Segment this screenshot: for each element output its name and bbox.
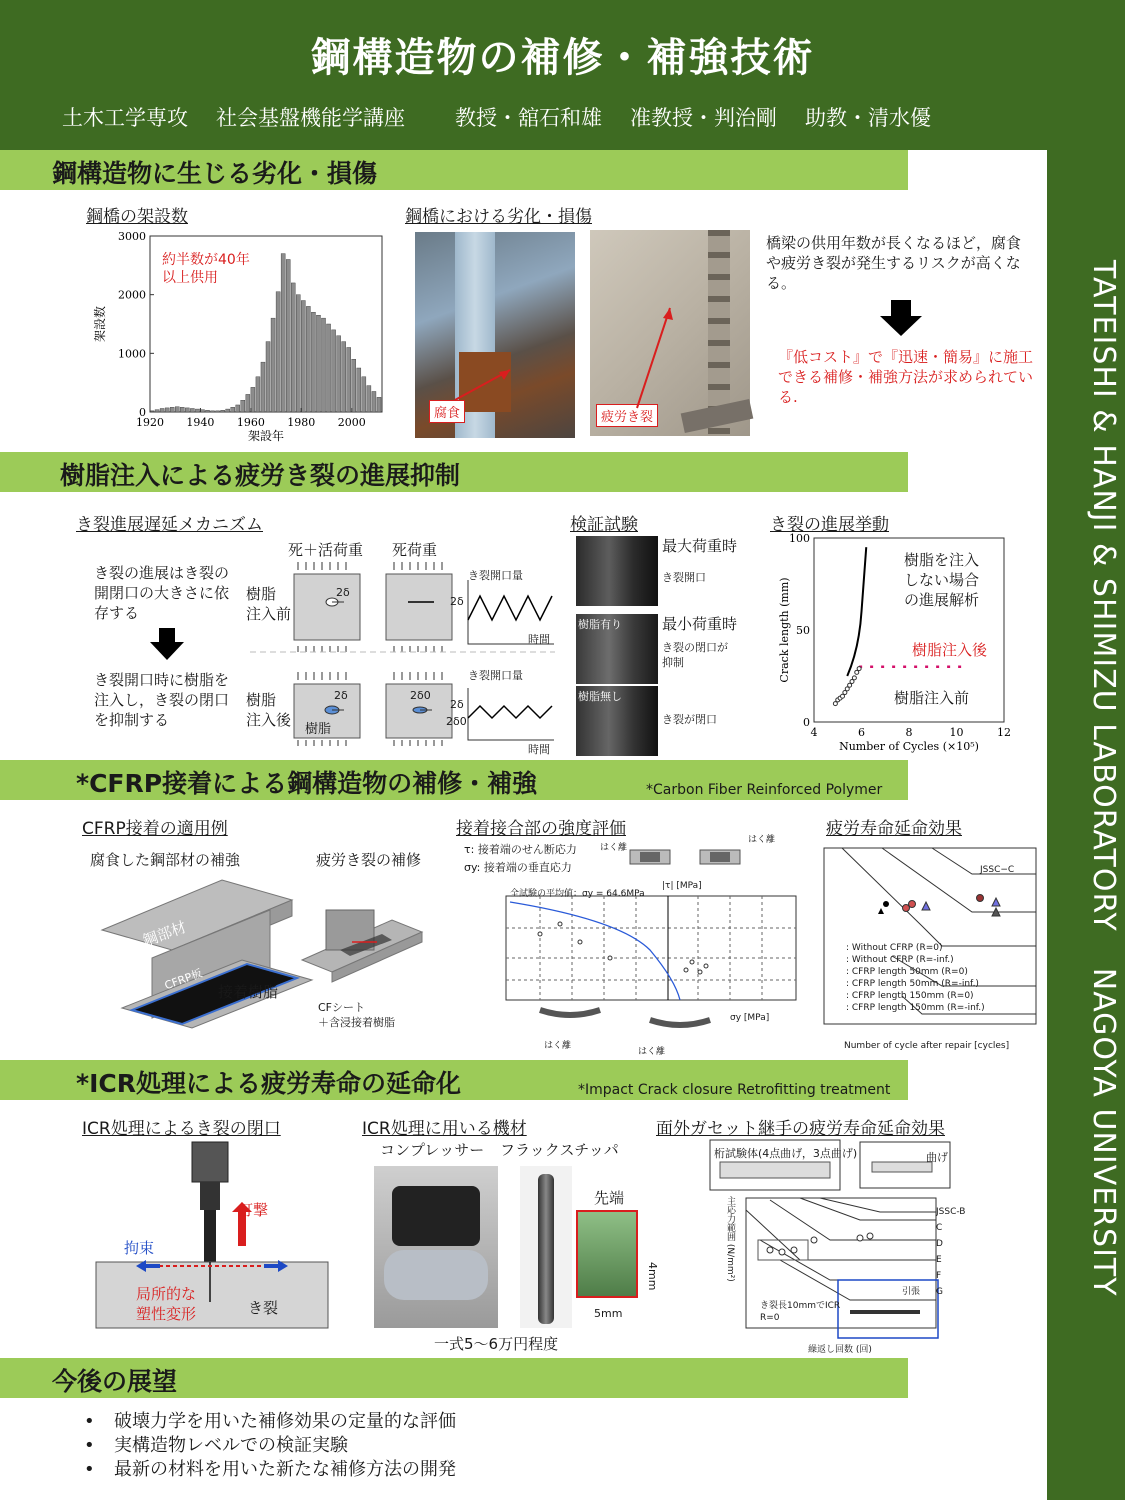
test-photo-noresin [576, 686, 658, 756]
section-title: *CFRP接着による鋼構造物の補修・補強 [76, 769, 538, 798]
y-tick-label: 3000 [118, 230, 146, 243]
x-tick-label: 1920 [136, 416, 164, 429]
icr-footnote: *Impact Crack closure Retrofitting treatment [578, 1082, 891, 1098]
x-tick-label: 1980 [287, 416, 316, 429]
section-title: 今後の展望 [52, 1367, 178, 1396]
tip-label: 先端 [594, 1189, 625, 1207]
beam-label: 桁試験体(4点曲げ，3点曲げ) [714, 1147, 858, 1160]
x-tick-label: 4 [810, 726, 818, 739]
time-label: 時間 [528, 743, 550, 756]
gusset-ylabel: 主応力範囲 (N/mm²) [725, 1196, 735, 1282]
opening-label: き裂開口量 [468, 569, 523, 582]
x-tick-label: 1960 [236, 416, 265, 429]
cost-label: 一式5～6万円程度 [434, 1335, 559, 1353]
gusset-xlabel: 繰返し回数 (回) [808, 1345, 872, 1355]
list-item: • 破壊力学を用いた補修効果の定量的な評価 [84, 1410, 456, 1434]
peel-label: はく離 [544, 1041, 572, 1051]
histogram-bar [316, 315, 320, 412]
strength-eval-title: 接着接合部の強度評価 [456, 819, 626, 839]
outlook-list [84, 1410, 456, 1482]
histogram-bar [301, 301, 305, 412]
histogram-bar [155, 410, 159, 412]
histogram-bar [347, 347, 351, 412]
section-deterioration-bar [0, 150, 908, 190]
after-label: 樹脂 注入後 [246, 691, 292, 729]
no-resin-annotation: 樹脂を注入 しない場合 の進展解析 [904, 551, 980, 609]
section-cfrp-bar [0, 760, 908, 800]
crack-label: 疲労き裂 [596, 404, 658, 427]
class-label: JSSC-B [936, 1207, 966, 1217]
crack-suppressed-label: き裂の閉口が 抑制 [662, 641, 728, 669]
steel-member-label: 鋼部材 [140, 917, 189, 951]
requirement-text: 『低コスト』で『迅速・簡易』に施工できる補修・補強方法が求められている. [778, 348, 1034, 406]
chart-annotation: 以上供用 [162, 270, 218, 286]
sigma-axis-label: σy [MPa] [730, 1013, 770, 1023]
icr-equipment-title: ICR処理に用いる機材 [362, 1119, 527, 1139]
histogram-bar [372, 391, 376, 412]
cfrp-application-diagram [92, 880, 452, 1050]
down-arrow-icon [880, 300, 922, 336]
opening-label: き裂開口量 [468, 669, 523, 682]
behavior-title: き裂の進展挙動 [770, 515, 889, 535]
life-legend [846, 942, 985, 1014]
histogram-bar [175, 407, 179, 412]
risk-text: 橋梁の供用年数が長くなるほど，腐食や疲労き裂が発生するリスクが高くなる。 [766, 234, 1022, 292]
header [0, 0, 1125, 150]
histogram-bar [226, 409, 230, 412]
compressor-photo [374, 1166, 498, 1328]
restraint-label: 拘束 [124, 1239, 155, 1257]
life-xlabel: Number of cycle after repair [cycles] [844, 1041, 1010, 1051]
cfrp-plate-label: CFRP板 [162, 966, 205, 993]
mechanism-text-2: き裂開口時に樹脂を注入し，き裂の閉口を抑制する [94, 671, 230, 729]
after-resin-annotation: 樹脂注入後 [912, 641, 988, 659]
compressor-label: コンプレッサー [380, 1141, 485, 1159]
legend-item: : CFRP length 150mm (R=0) [846, 991, 974, 1001]
y-tick-label: 1000 [118, 347, 146, 361]
icr-closing-diagram [96, 1142, 328, 1332]
histogram-bar [291, 283, 295, 412]
x-tick-label: 2000 [337, 416, 366, 429]
university-name: NAGOYA UNIVERSITY [1086, 967, 1121, 1297]
y-tick-label: 0 [803, 716, 810, 729]
gusset-legend-1: き裂長10mmでICR [760, 1301, 841, 1311]
histogram-bar [211, 411, 215, 412]
section-icr-bar [0, 1060, 908, 1100]
resin-no-label: 樹脂無し [578, 690, 622, 703]
class-label: F [936, 1271, 942, 1281]
y-tick-label: 100 [789, 532, 810, 545]
test-photo-resin [576, 614, 658, 684]
histogram-bar [352, 359, 356, 412]
delta-label: 2δ [450, 698, 464, 711]
histogram-bar [221, 410, 225, 412]
tension-label: 引張 [902, 1287, 921, 1297]
down-arrow-icon [150, 628, 184, 660]
histogram-bar [266, 342, 270, 412]
histogram-bar [286, 259, 290, 412]
histogram-bar [306, 306, 310, 412]
test-photo-max [576, 536, 658, 606]
x-tick-label: 12 [997, 726, 1011, 739]
section-resin-bar [0, 452, 908, 492]
tau-definition: τ: 接着端のせん断応力 [464, 843, 577, 856]
adhesive-label: 接着樹脂 [218, 983, 279, 1001]
list-item: • 最新の材料を用いた新たな補修方法の開発 [84, 1458, 456, 1482]
x-tick-label: 6 [858, 726, 865, 739]
class-label: G [936, 1287, 943, 1297]
legend-item: : Without CFRP (R=0) [846, 943, 943, 953]
y-axis-label: Crack length (mm) [778, 577, 791, 683]
gusset-legend-2: R=0 [760, 1313, 780, 1323]
x-axis-label: 架設年 [247, 429, 285, 443]
bridge-count-chart [90, 226, 400, 452]
histogram-bar [337, 336, 341, 412]
cfrp-footnote: *Carbon Fiber Reinforced Polymer [646, 782, 883, 798]
peel-label: はく離 [748, 835, 776, 845]
histogram-bar [160, 408, 164, 412]
legend-item: : CFRP length 150mm (R=-inf.) [846, 1003, 985, 1013]
average-label: 全試験の平均値：σy = 64.6MPa [510, 889, 645, 899]
histogram-bar [296, 295, 300, 412]
data-point [857, 667, 861, 671]
histogram-bar [332, 330, 336, 412]
resin-yes-label: 樹脂有り [578, 618, 622, 631]
histogram-bar [281, 254, 285, 412]
list-item: • 実構造物レベルでの検証実験 [84, 1434, 456, 1458]
tip-height-label: 4mm [646, 1262, 659, 1291]
delta-label: 2δ [336, 586, 350, 599]
pointer-arrows [415, 230, 755, 440]
peel-label: はく離 [600, 843, 628, 853]
legend-item: : CFRP length 50mm (R=0) [846, 967, 968, 977]
histogram-bar [195, 409, 199, 412]
histogram-bar [180, 407, 184, 412]
cf-sheet-label: CFシート ＋含浸接着樹脂 [318, 1001, 395, 1029]
tip-photo [576, 1210, 638, 1298]
delta0-label: 2δ0 [410, 689, 431, 702]
sidebar-text [1086, 260, 1121, 1297]
delta-label: 2δ [334, 689, 348, 702]
gusset-chart [710, 1140, 960, 1350]
histogram-bar [205, 410, 209, 412]
jssc-c-label: JSSC−C [980, 865, 1015, 875]
delta-label: 2δ [450, 595, 464, 608]
histogram-bar [367, 386, 371, 412]
class-label: E [936, 1255, 942, 1265]
sidebar [1047, 150, 1125, 1500]
test-title: 検証試験 [570, 515, 638, 535]
class-label: D [936, 1239, 943, 1249]
crack-open-label: き裂開口 [662, 571, 706, 584]
y-tick-label: 2000 [118, 288, 146, 302]
lab-name: TATEISHI & HANJI & SHIMIZU LABORATORY [1086, 260, 1121, 932]
chart-annotation: 約半数が40年 [162, 252, 250, 268]
mechanism-title: き裂進展遅延メカニズム [76, 515, 263, 535]
sigma-definition: σy: 接着端の垂直応力 [464, 861, 572, 874]
plastic-deformation-label: 局所的な 塑性変形 [136, 1285, 197, 1323]
crack-label: き裂 [248, 1299, 279, 1317]
histogram-bar [342, 342, 346, 412]
class-label: C [936, 1223, 943, 1233]
histogram-bar [185, 408, 189, 412]
section-outlook-bar [0, 1358, 908, 1398]
legend-item: : Without CFRP (R=-inf.) [846, 955, 954, 965]
load-live-label: 死＋活荷重 [288, 541, 364, 559]
chipper-photo [520, 1166, 572, 1328]
professor: 教授・舘石和雄 [455, 106, 602, 130]
histogram-bar [170, 407, 174, 412]
time-label: 時間 [528, 633, 550, 646]
before-label: 樹脂 注入前 [246, 585, 292, 623]
histogram-bar [241, 400, 245, 412]
histogram-bar [276, 292, 280, 412]
min-load-label: 最小荷重時 [662, 615, 738, 633]
tau-axis-label: |τ| [MPa] [662, 881, 702, 891]
y-tick-label: 0 [139, 406, 146, 419]
gusset-title: 面外ガセット継手の疲労寿命延命効果 [656, 1119, 945, 1139]
strike-label: 打撃 [238, 1201, 269, 1219]
x-tick-label: 10 [949, 726, 964, 739]
icr-closing-title: ICR処理によるき裂の閉口 [82, 1119, 281, 1139]
assistant-professor: 助教・清水優 [805, 106, 931, 130]
x-tick-label: 8 [905, 726, 913, 739]
section-title: 樹脂注入による疲労き裂の進展抑制 [60, 461, 461, 490]
section-title: 鋼構造物に生じる劣化・損傷 [52, 159, 378, 188]
corroded-member-label: 腐食した鋼部材の補強 [90, 851, 241, 869]
histogram-bar [261, 362, 265, 412]
histogram-bar [311, 312, 315, 412]
data-point [852, 676, 856, 680]
chipper-label: フラックスチッパ [500, 1141, 619, 1159]
resin-label: 樹脂 [305, 722, 332, 737]
corrosion-label: 腐食 [429, 400, 465, 423]
histogram-bar [271, 318, 275, 412]
histogram-bar [165, 408, 169, 412]
fatigue-repair-label: 疲労き裂の補修 [316, 851, 422, 869]
y-axis-label: 架設数 [93, 305, 107, 343]
histogram-bar [357, 368, 361, 412]
histogram-bar [216, 411, 220, 412]
y-tick-label: 50 [796, 624, 810, 637]
histogram-bar [236, 405, 240, 412]
affiliation [62, 102, 931, 132]
tip-width-label: 5mm [594, 1307, 623, 1320]
poster-title: 鋼構造物の補修・補強技術 [310, 35, 815, 81]
section-title: *ICR処理による疲労寿命の延命化 [76, 1069, 461, 1098]
histogram-bar [327, 324, 331, 412]
crack-closed-label: き裂が閉口 [662, 713, 717, 726]
histogram-bar [377, 397, 381, 412]
damage-photos-title: 鋼橋における劣化・損傷 [405, 207, 592, 227]
max-load-label: 最大荷重時 [662, 537, 738, 555]
cfrp-application-title: CFRP接着の適用例 [82, 819, 228, 839]
histogram-bar [190, 408, 194, 412]
associate-professor: 准教授・判治剛 [630, 106, 777, 130]
bend-label: 曲げ [926, 1151, 948, 1164]
peel-label: はく離 [638, 1047, 666, 1057]
legend-item: : CFRP length 50mm (R=-inf.) [846, 979, 979, 989]
histogram-bar [256, 377, 260, 412]
histogram-bar [321, 318, 325, 412]
life-extension-title: 疲労寿命延命効果 [826, 819, 962, 839]
x-axis-label: Number of Cycles (×10⁵) [839, 740, 979, 753]
x-tick-label: 1940 [186, 416, 215, 429]
histogram-bar [246, 394, 250, 412]
before-resin-annotation: 樹脂注入前 [894, 689, 970, 707]
histogram-bar [251, 387, 255, 412]
department: 土木工学専攻 [62, 106, 188, 130]
bridge-count-title: 鋼橋の架設数 [86, 207, 188, 227]
mechanism-text-1: き裂の進展はき裂の開閉口の大きさに依存する [94, 564, 230, 622]
jssc-classes [936, 1204, 965, 1300]
histogram-bar [362, 377, 366, 412]
histogram-bar [231, 407, 235, 412]
delta0-label: 2δ0 [446, 715, 467, 728]
histogram-bar [200, 410, 204, 412]
chair: 社会基盤機能学講座 [216, 106, 405, 130]
load-dead-label: 死荷重 [392, 541, 438, 559]
